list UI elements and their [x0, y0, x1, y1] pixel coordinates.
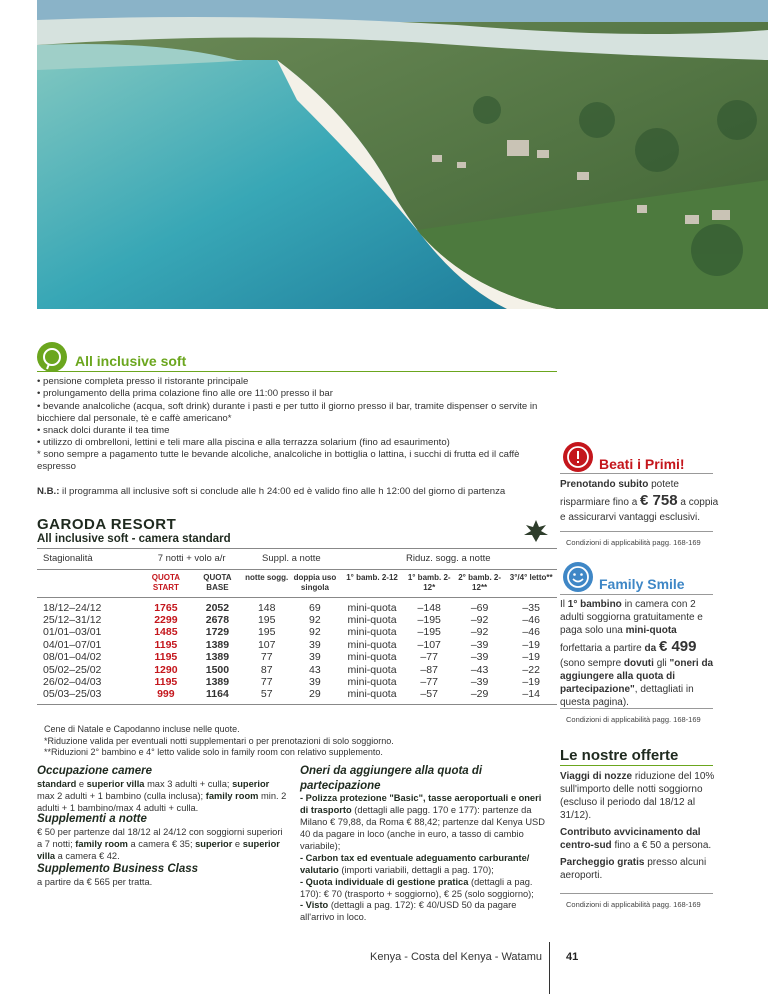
- table-notes: [44, 724, 554, 759]
- column-group-reduction: Riduz. sogg. a notte: [406, 553, 491, 564]
- resort-aerial-photo: [37, 0, 768, 309]
- all-inclusive-list: [37, 376, 557, 450]
- resort-name: GARODA RESORT: [37, 516, 177, 533]
- family-conditions: Condizioni di applicabilità pagg. 168-169: [566, 715, 701, 724]
- supplementi-text: € 50 per partenze dal 18/12 al 24/12 con soggiorni superiori a 7 notti; family room a camera € 35; superior e superior villa a camera € 42.: [37, 826, 283, 861]
- business-text: a partire da € 565 per tratta.: [37, 876, 153, 887]
- column-header: 1° bamb. 2-12: [340, 570, 405, 597]
- occupazione-text: standard e superior villa max 3 adulti + culla; superior max 2 adulti + 1 bambino (culla inclusa); family room min. 2 adulti + 1 bambino/max 4 adulti + culla.: [37, 778, 287, 813]
- column-group-supplement: Suppl. a notte: [262, 553, 321, 564]
- list-item: • bevande analcoliche (acqua, soft drink) durante i pasti e per tutto il giorno presso il bar, tramite dispenser o servite in bicchiere dal personale, tè e caffè americano*: [37, 400, 538, 424]
- occupazione-title: Occupazione camere: [37, 765, 153, 777]
- list-item: • snack dolci durante il tea time: [37, 425, 170, 437]
- table-note: Cene di Natale e Capodanno incluse nelle quote.: [44, 724, 240, 734]
- offerta-nozze: Viaggi di nozze riduzione del 10% sull'importo delle notti soggiorno (escluso il periodo dal 18/12 al 31/12).: [560, 771, 715, 821]
- column-group-price: 7 notti + volo a/r: [157, 553, 226, 564]
- smile-icon: [563, 562, 593, 592]
- beati-text: Prenotando subito potete risparmiare fino a € 758 a coppia e assicurarvi vantaggi esclusivi.: [560, 479, 719, 523]
- resort-subtitle: All inclusive soft - camera standard: [37, 533, 231, 545]
- column-header: notte sogg.: [243, 570, 290, 597]
- table-row: 05/02–25/02 1290 1500 87 43 mini-quota –87 –43 –22: [43, 663, 540, 676]
- supplementi-section: [37, 812, 287, 862]
- resort-logo: [522, 518, 550, 548]
- table-row: 25/12–31/12 2299 2678 195 92 mini-quota –195 –92 –46: [43, 614, 540, 626]
- offerta-parcheggio: Parcheggio gratis presso alcuni aeroporti.: [560, 857, 707, 881]
- oneri-text: - Polizza protezione "Basic", tasse aeroportuali e oneri di trasporto (dettagli alle pagg. 170 e 177): partenze da Milano € 79,88, da Roma € 88,42; partenze dal Kenya USD 40 da pagare in loco (anche in euro, a tasso di cambio variabile); - Carbon tax ed eventuale adeguamento carburante/ valutario (importi variabili, dettagli a pag. 170); - Quota individuale di gestione pratica (dettagli a pag. 170): € 70 (trasporto + soggiorno), € 25 (solo soggiorno); - Visto (dettagli a pag. 172): € 40/USD 50 da pagare all'arrivo in loco.: [300, 793, 545, 923]
- page-number: 41: [566, 951, 579, 963]
- column-group-season: Stagionalità: [43, 553, 93, 564]
- exclamation-icon: [563, 442, 593, 472]
- family-title: Family Smile: [599, 576, 685, 592]
- column-header: 3°/4° letto**: [505, 570, 557, 597]
- beati-conditions: Condizioni di applicabilità pagg. 168-169: [566, 538, 701, 547]
- column-header: 2° bamb. 2-12**: [454, 570, 506, 597]
- column-header: [37, 570, 140, 597]
- business-title: Supplemento Business Class: [37, 863, 199, 875]
- column-header: QUOTA BASE: [192, 570, 244, 597]
- list-item: • utilizzo di ombrelloni, lettini e teli mare alla piscina e alla terrazza solarium (fino ad esaurimento): [37, 437, 450, 449]
- divider: [560, 594, 713, 595]
- family-text: Il 1° bambino in camera con 2 adulti soggiorna gratuitamente e paga solo una mini-quota forfettaria a partire da € 499 (sono sempre dovuti gli "oneri da aggiungere alla quota di partecipazione", dettagliati in questa pagina).: [560, 599, 714, 708]
- beati-title: Beati i Primi!: [599, 456, 685, 472]
- list-item: • pensione completa presso il ristorante principale: [37, 376, 249, 387]
- offerte-conditions: Condizioni di applicabilità pagg. 168-169: [566, 900, 701, 909]
- supplementi-title: Supplementi a notte: [37, 813, 147, 825]
- table-row: 18/12–24/12 1765 2052 148 69 mini-quota –148 –69 –35: [43, 601, 540, 614]
- divider: [560, 765, 713, 766]
- column-header: QUOTA START: [140, 570, 192, 597]
- divider: [560, 893, 713, 894]
- offerte-text: [560, 770, 720, 882]
- oneri-section: [300, 764, 550, 924]
- business-section: [37, 862, 287, 889]
- divider: [37, 548, 557, 549]
- table-row: 04/01–07/01 1195 1389 107 39 mini-quota –107 –39 –19: [43, 638, 540, 651]
- column-header: doppia uso singola: [290, 570, 339, 597]
- all-inclusive-header: [37, 342, 557, 372]
- rates-table: [37, 553, 557, 705]
- offerte-title: Le nostre offerte: [560, 747, 679, 764]
- all-inclusive-title: All inclusive soft: [75, 353, 187, 369]
- drink-icon: [37, 342, 67, 372]
- page-footer-text: Kenya - Costa del Kenya - Watamu: [370, 951, 543, 963]
- table-row: 08/01–04/02 1195 1389 77 39 mini-quota –77 –39 –19: [43, 651, 540, 664]
- table-note: *Riduzione valida per eventuali notti supplementari o per prenotazioni di solo soggiorno.: [44, 735, 394, 746]
- table-row: 01/01–03/01 1485 1729 195 92 mini-quota –195 –92 –46: [43, 626, 540, 639]
- all-inclusive-nb: N.B.: il programma all inclusive soft si conclude alle h 24:00 ed è valido fino alle h 12:00 del giorno di partenza: [37, 486, 506, 497]
- divider: [549, 942, 550, 994]
- occupazione-section: [37, 764, 287, 814]
- divider: [560, 473, 713, 474]
- column-header: 1° bamb. 2-12*: [405, 570, 454, 597]
- table-row: 26/02–04/03 1195 1389 77 39 mini-quota –77 –39 –19: [43, 675, 540, 688]
- divider: [560, 531, 713, 532]
- divider: [560, 708, 713, 709]
- table-row: 05/03–25/03 999 1164 57 29 mini-quota –57 –29 –14: [37, 688, 557, 704]
- list-item: • prolungamento della prima colazione fino alle ore 11:00 presso il bar: [37, 388, 333, 400]
- all-inclusive-note: * sono sempre a pagamento tutte le bevande alcoliche, analcoliche in bottiglia o lattina, i succhi di frutta ed il caffè espresso: [37, 449, 520, 473]
- table-note: **Riduzioni 2° bambino e 4° letto valide solo in family room con relativo supplemento.: [44, 747, 383, 758]
- offerta-contributo: Contributo avvicinamento dal centro-sud fino a € 50 a persona.: [560, 827, 712, 851]
- oneri-title: Oneri da aggiungere alla quota di partecipazione: [300, 765, 483, 792]
